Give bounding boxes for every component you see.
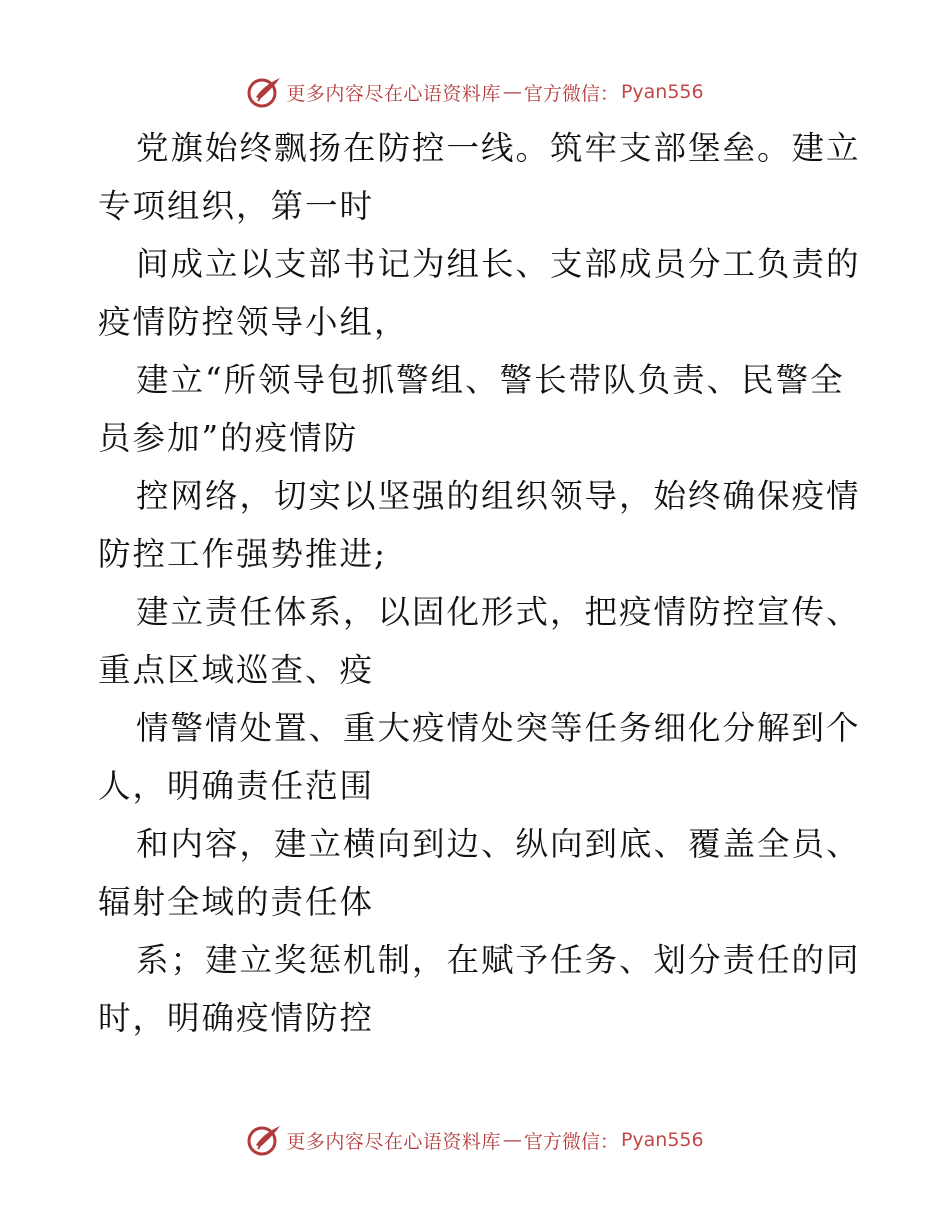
watermark-wechat-label: 官方微信： <box>523 82 619 105</box>
quill-logo-icon <box>246 75 284 109</box>
text-line: 时，明确疫情防控 <box>98 999 375 1037</box>
text-line: 间成立以支部书记为组长、支部成员分工负责的 <box>136 245 861 283</box>
watermark-dash: — <box>502 81 522 103</box>
watermark-wechat-id: Pyan556 <box>620 1129 704 1151</box>
text-line: 情警情处置、重大疫情处突等任务细化分解到个 <box>136 709 861 747</box>
text-line: 辐射全域的责任体 <box>98 883 375 921</box>
text-line: 专项组织，第一时 <box>98 187 375 225</box>
watermark-text: 更多内容尽在心语资料库 <box>286 1130 501 1153</box>
quill-logo-icon <box>246 1123 284 1157</box>
text-line: 建立“所领导包抓警组、警长带队负责、民警全 <box>136 361 845 399</box>
text-line: 建立责任体系，以固化形式，把疫情防控宣传、 <box>136 593 861 631</box>
watermark-dash: — <box>502 1129 522 1151</box>
text-line: 人，明确责任范围 <box>98 767 375 805</box>
text-line: 控网络，切实以坚强的组织领导，始终确保疫情 <box>136 477 861 515</box>
header-watermark <box>0 72 950 112</box>
text-line: 员参加”的疫情防 <box>98 419 359 457</box>
text-line: 系；建立奖惩机制，在赋予任务、划分责任的同 <box>136 941 861 979</box>
text-line: 疫情防控领导小组， <box>98 303 409 341</box>
text-line: 和内容，建立横向到边、纵向到底、覆盖全员、 <box>136 825 861 863</box>
text-line: 党旗始终飘扬在防控一线。筑牢支部堡垒。建立 <box>136 129 861 167</box>
text-line: 防控工作强势推进; <box>98 535 387 573</box>
footer-watermark <box>0 1120 950 1160</box>
watermark-wechat-label: 官方微信： <box>523 1130 619 1153</box>
watermark-wechat-id: Pyan556 <box>620 81 704 103</box>
watermark-text: 更多内容尽在心语资料库 <box>286 82 501 105</box>
text-line: 重点区域巡查、疫 <box>98 651 375 689</box>
